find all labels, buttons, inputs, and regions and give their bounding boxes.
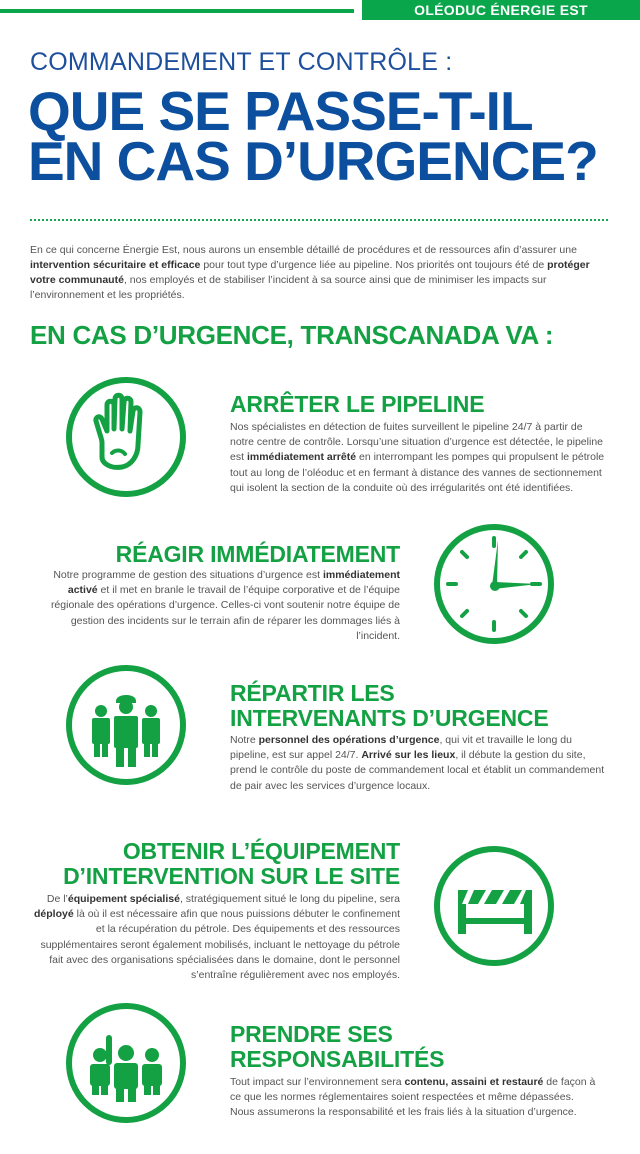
item-paragraph bbox=[230, 733, 606, 794]
intro-text: En ce qui concerne Énergie Est, nous aurons un ensemble détaillé de procédures et de ressources afin d’assurer une bbox=[30, 244, 577, 256]
item-emphasis: déployé bbox=[34, 908, 74, 921]
page-kicker: COMMANDEMENT ET CONTRÔLE : bbox=[30, 48, 453, 76]
item-heading: D’INTERVENTION SUR LE SITE bbox=[63, 863, 400, 889]
item-text: Notre programme de gestion des situations d’urgence est bbox=[53, 569, 323, 581]
item-text: Tout impact sur l’environnement sera bbox=[230, 1076, 405, 1088]
item-text: , qui vit et travaille le long du pipeline, est sur appel 24/7. bbox=[230, 734, 572, 762]
item-text: là où il est nécessaire afin que nous puissions débuter le confinement et la récupération du pétrole. Des équipements et des ressources supplémentaires seront également mobilisés, incluant le nettoyage du pétrole fait avec des organisations spécialisées dans le domaine, dont le personnel s’entraîne régulièrement avec nos employés. bbox=[40, 908, 400, 982]
item-text: et il met en branle le travail de l’équipe corporative et de l’équipe régionale des opérations d’urgence. Celles-ci vont soutenir notre équipe de gestion des incidents sur le terrain afin de réparer les dommages liés à l’incident. bbox=[50, 584, 400, 642]
item-heading: ARRÊTER LE PIPELINE bbox=[230, 391, 485, 417]
item-heading: PRENDRE SES bbox=[230, 1021, 393, 1047]
item-heading: RÉAGIR IMMÉDIATEMENT bbox=[115, 541, 400, 567]
item-heading: RESPONSABILITÉS bbox=[230, 1046, 445, 1072]
intro-text: , nos employés et de stabiliser l’incident à sa source ainsi que de minimiser les impacts sur l’environnement et les propriétés. bbox=[30, 274, 547, 301]
responders-icon bbox=[72, 671, 180, 779]
item-heading: INTERVENANTS D’URGENCE bbox=[230, 705, 549, 731]
intro-paragraph bbox=[30, 243, 610, 303]
team-raised-hand-icon bbox=[72, 1009, 180, 1117]
intro-emphasis: protéger votre communauté bbox=[30, 259, 590, 286]
item-text: , stratégiquement situé le long du pipeline, sera bbox=[179, 893, 400, 905]
intro-emphasis: intervention sécuritaire et efficace bbox=[30, 259, 201, 271]
item-paragraph bbox=[30, 892, 400, 983]
item-heading: OBTENIR L’ÉQUIPEMENT bbox=[122, 838, 400, 864]
team-circle bbox=[66, 1003, 186, 1123]
page-title-line1: QUE SE PASSE-T-IL bbox=[28, 80, 533, 142]
item-emphasis: Arrivé sur les lieux bbox=[361, 749, 456, 762]
clock-circle bbox=[434, 524, 554, 644]
item-emphasis: équipement spécialisé bbox=[67, 893, 180, 905]
item-text: De l’ bbox=[46, 893, 68, 905]
hand-circle bbox=[66, 377, 186, 497]
item-emphasis: personnel des opérations d’urgence bbox=[258, 734, 440, 746]
item-text: Notre bbox=[230, 734, 259, 746]
item-text: , il débute la gestion du site, prend le contrôle du poste de commandement local et établit un commandement de pair avec les services d’urgence locaux. bbox=[230, 749, 605, 792]
item-text: de façon à ce que les normes réglementaires soient respectées et même dépassées. Nous assumerons la responsabilité et les frais liés à la situation d’urgence. bbox=[230, 1076, 596, 1119]
item-text: Nos spécialistes en détection de fuites surveillent le pipeline 24/7 à partir de notre centre de contrôle. Lorsqu’une situation d’urgence est détectée, le pipeline est bbox=[230, 421, 603, 464]
header-rule bbox=[0, 9, 354, 13]
clock-icon bbox=[440, 530, 548, 638]
intro-text: pour tout type d’urgence liée au pipeline. Nos priorités ont toujours été de bbox=[200, 259, 548, 271]
item-emphasis: immédiatement activé bbox=[67, 569, 400, 597]
responders-circle bbox=[66, 665, 186, 785]
item-emphasis: contenu, assaini et restauré bbox=[404, 1076, 544, 1088]
item-text: en interrompant les pompes qui propulsent le pétrole tout au long de l’oléoduc et en fermant à distance des vannes de sectionnement qui isolent la section de la conduite où des irrégularités ont été identifiées. bbox=[230, 451, 605, 494]
item-paragraph bbox=[230, 1075, 600, 1121]
section-title: EN CAS D’URGENCE, TRANSCANADA VA : bbox=[30, 320, 554, 350]
item-emphasis: immédiatement arrêté bbox=[246, 451, 357, 464]
hand-stop-icon bbox=[72, 383, 180, 491]
page-title-line2: EN CAS D’URGENCE? bbox=[28, 130, 598, 192]
brand-label: OLÉODUC ÉNERGIE EST bbox=[414, 2, 588, 18]
item-heading: RÉPARTIR LES bbox=[230, 680, 395, 706]
barrier-circle bbox=[434, 846, 554, 966]
page-title bbox=[28, 80, 628, 192]
barrier-icon bbox=[440, 852, 548, 960]
dotted-divider bbox=[30, 219, 608, 221]
item-paragraph bbox=[30, 568, 400, 644]
item-paragraph bbox=[230, 420, 606, 496]
